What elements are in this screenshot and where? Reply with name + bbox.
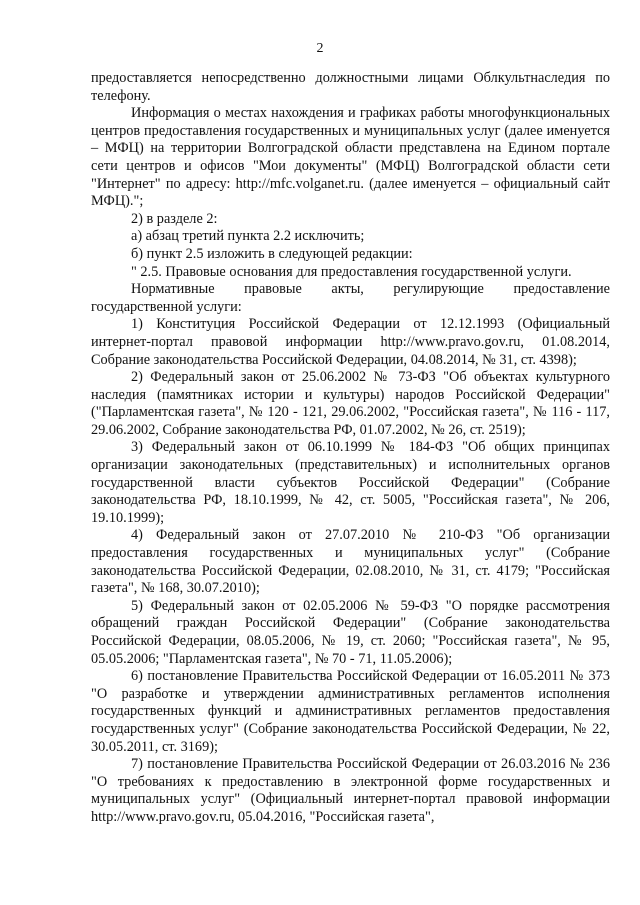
list-item-decree-236: 7) постановление Правительства Российской Федерации от 26.03.2016 № 236 "О требованиях к предоставлению в электронной форме государственных и муниципальных услуг" (Официальный интернет-портал правовой информации http://www.pravo.gov.ru, 05.04.2016, "Российская газета", <box>91 756 610 825</box>
list-item-constitution: 1) Конституция Российской Федерации от 12.12.1993 (Официальный интернет-портал правовой информации http://www.pravo.gov.ru, 01.08.2014, Собрание законодательства Российской Федерации, 04.08.2014, № 31, ст. 4398); <box>91 316 610 368</box>
paragraph-item-a: а) абзац третий пункта 2.2 исключить; <box>131 228 365 245</box>
paragraph-mfc-info: Информация о местах нахождения и графиках работы многофункциональных центров предоставления государственных и муниципальных услуг (далее именуется – МФЦ) на территории Волгоградской области представлена на Едином портале сети центров и офисов "Мои документы" (МФЦ) Волгоградской области сети "Интернет" по адресу: http://mfc.volganet.ru. (далее именуется – официальный сайт МФЦ)."; <box>91 105 610 210</box>
paragraph-section-2: 2) в разделе 2: <box>131 210 218 227</box>
list-item-law-210: 4) Федеральный закон от 27.07.2010 № 210-ФЗ "Об организации предоставления государственных и муниципальных услуг" (Собрание законодательства Российской Федерации, 02.08.2010, № 31, ст. 4179; "Российская газета", № 168, 30.07.2010); <box>91 527 610 597</box>
list-item-law-184: 3) Федеральный закон от 06.10.1999 № 184-ФЗ "Об общих принципах организации законодательных (представительных) и исполнительных органов государственной власти субъектов Российской Федерации" (Собрание законодательства РФ, 18.10.1999, № 42, ст. 5005, "Российская газета", № 206, 19.10.1999); <box>91 439 610 526</box>
page-number: 2 <box>316 41 324 56</box>
list-item-law-59: 5) Федеральный закон от 02.05.2006 № 59-ФЗ "О порядке рассмотрения обращений граждан Российской Федерации" (Собрание законодательства Российской Федерации, 08.05.2006, № 19, ст. 2060; "Российская газета", № 95, 05.05.2006; "Парламентская газета", № 70 - 71, 11.05.2006); <box>91 597 610 667</box>
list-item-decree-373: 6) постановление Правительства Российской Федерации от 16.05.2011 № 373 "О разработке и утверждении административных регламентов исполнения государственных функций и административных регламентов предоставления государственных услуг" (Собрание законодательства Российской Федерации, № 22, 30.05.2011, ст. 3169); <box>91 668 610 755</box>
paragraph-item-b: б) пункт 2.5 изложить в следующей редакции: <box>131 245 413 262</box>
paragraph-clause-2-5: " 2.5. Правовые основания для предоставления государственной услуги. <box>131 263 572 280</box>
paragraph-continuation: предоставляется непосредственно должностными лицами Облкультнаследия по телефону. <box>91 70 610 104</box>
list-item-law-73: 2) Федеральный закон от 25.06.2002 № 73-ФЗ "Об объектах культурного наследия (памятниках истории и культуры) народов Российской Федерации" ("Парламентская газета", № 120 - 121, 29.06.2002, "Российская газета", № 116 - 117, 29.06.2002, Собрание законодательства РФ, 01.07.2002, № 26, ст. 2519); <box>91 369 610 438</box>
document-body <box>91 70 610 827</box>
paragraph-normative-acts: Нормативные правовые акты, регулирующие предоставление государственной услуги: <box>91 281 610 315</box>
